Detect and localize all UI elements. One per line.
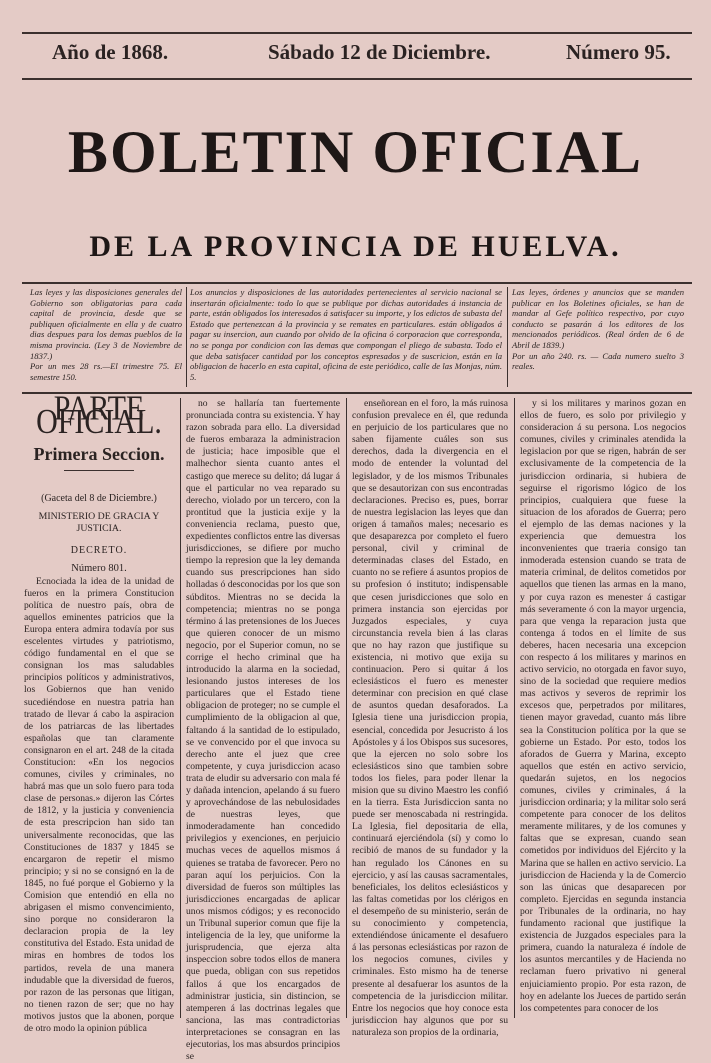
decree-label: DECRETO.	[70, 545, 128, 557]
column-1	[24, 389, 174, 1035]
notice-center: Los anuncios y disposiciones de las autoridades pertenecientes al servicio nacional se insertarán oficialmente: todo lo que se publique por dichas autoridades á instancia de parte, están obligados los interesados á satisfacer su importe, y los edictos de subasta del Estado que pertenezcan á la provincia y se remates en particulares. están obligados á pagar su insercion, aun cuando por olvido de la oficina ó corporacion que corresponda, no se ponga por condicion con las demas que compongan el pliego de subasta. Todo el que deba satisfacer cantidad por los conceptos espresados y de suscricion, están en la obligacion de hacerlo en esta capital, oficina de este periódico, calle de las Monjas, núm. 5.	[190, 287, 502, 382]
column-divider-3	[514, 398, 515, 1018]
decree-number: Número 801.	[71, 563, 127, 575]
column-3-body: enseñorean en el foro, la más ruinosa confusion prevalece en él, que redunda en perjuicio de los particulares que no saben fijamente cuáles son sus derechos, dada la divergencia en el modo de entender la voluntad del legislador, y de los mismos Tribunales que se desautorizan con sus encontradas declaraciones. Preciso es, pues, borrar de nuestra legislacion las leyes que dan origen á tamaños males; necesario es que desaparezca por completo el fuero personal, civil y criminal de determinadas clases del Estado, en cuanto no se refiere á asuntos propios de su profesion ó instituto; indispensable que cesen jurisdicciones que solo en primera instancia son ejercidas por Juzgados especiales, y cuya circunstancia revela bien á las claras que no hay razon que justifique su existencia, ni motivo que exija su continuacion. Pero si quitar á los eclesiásticos el fuero es menester determinar con precision en qué clase de asuntos quedan desaforados. La Iglesia tiene una jurisdiccion propia, esencial, concedida por Jesucristo á los Apóstoles y á los Obispos sus sucesores, que la ejercen no solo sobre los eclesiásticos sino que tambien sobre todos los fieles, para poder llenar la mision que su divino Maestro les confió en la tierra. Esta Jurisdiccion santa no puede ser menoscabada ni restringida. La Iglesia, fiel depositaria de ella, continuará ejerciéndola (sí) y como lo recibió de manos de su fundador y la han regulado los Cánones en su ejercicio, y así las causas sacramentales, beneficiales, los delitos eclesiásticos y las faltas cometidas por los clérigos en el desempeño de su ministerio, serán de su conocimiento y competencia, extendiéndose únicamente el desafuero á las personas eclesiásticas por razon de los negocios comunes, civiles y criminales. Esto mismo ha de tenerse presente al desafuerar los asuntos de la competencia de la jurisdiccion militar. Entre los negocios que hoy conoce esta jurisdiccion hay algunos que por su naturaleza son propios de la ordinaria,	[352, 398, 508, 1038]
notice-right	[512, 287, 684, 372]
masthead-info	[0, 40, 711, 74]
section-heading: PARTE OFICIAL.	[36, 389, 162, 442]
notice-divider-2	[507, 287, 508, 387]
notice-divider-1	[186, 287, 187, 387]
column-4-body: y si los militares y marinos gozan en ellos de fuero, es solo por privilegio y consideracion á su persona. Los negocios comunes, civiles y criminales atendida la legislacion por que se rigen, habrán de ser exclusivamente de la competencia de la jurisdiccion ordinaria, si hubiera de seguirse el rigorismo lógico de los principios, cualquiera que fuese la situacion de los aforados de Guerra; pero el ejemplo de las demas naciones y la experiencia que demuestra los inconvenientes que traeria consigo tan inmoderada estension cuando se trata de materia criminal, de delitos cometidos por aquellos que tienen las armas en la mano, y por cuya razon es menester á castigar más severamente ó con la mayor urgencia, para que venga la reparacion justa que contenga á todos en el límite de sus deberes, hacen necesaria una excepcion con respecto á los militares y marinos en activo servicio, no otorgada en favor suyo, sino de la sociedad que requiere medios mas activos y severos de reprimir los excesos que, perpetrados por militares, tienen mayor gravedad, cuanto más libre sea la Constitucion política por la que se gobierne un Estado. Por esto, todos los aforados de Guerra y Marina, excepto aquellos que estén en activo servicio, quedarán sujetos, en los negocios comunes, civiles y criminales, á la jurisdiccion ordinaria; y la militar solo será competente para conocer de los delitos meramente militares, y de los comunes y faltas que se expresan, cuando sean cometidos por individuos del Ejército y la Marina que se hallen en activo servicio. La jurisdiccion de Hacienda y la de Comercio son las únicas que desaparecen por completo. Ejercidas en segunda instancia por Tribunales de la ordinaria, no hay fundamento racional que justifique la existencia de Juzgados especiales para la primera, cuando la naturaleza é índole de los asuntos mercantiles y de Hacienda no reclaman fuero privativo ni general enjuiciamiento propio. Por esta razon, de hoy en adelante los Jueces de partido serán los competentes para conocer de los	[520, 398, 686, 1014]
issue-number: Número 95.	[566, 40, 671, 64]
column-4	[520, 398, 686, 1014]
column-divider-2	[346, 398, 347, 1018]
issue-year: Año de 1868.	[52, 40, 169, 64]
subsection-heading: Primera Seccion.	[33, 444, 165, 465]
subscription-notices	[22, 287, 687, 389]
header-rule	[22, 78, 692, 80]
column-3	[352, 398, 508, 1038]
column-2-body: no se hallaría tan fuertemente pronunciada contra su existencia. Y hay razon sobrada para ello. La diversidad de fueros embaraza la administracion de justicia; hace imposible que el malhechor sienta cuanto antes el castigo que merece su delito; dá lugar á que el particular no vea reparado su derecho, violado por un tercero, con la prontitud que la justicia exije y la conveniencia reclama, puesto que, expedientes conflictos entre las diversas jurisdicciones, se difiere por mucho tiempo la represion que la ley demanda cuando sus prescripciones han sido holladas ó desconocidas por los que son súbditos. Mientras no se decida la competencia; mientras no se ponga término á las pretensiones de los Jueces que quieren conocer de un mismo negocio, por el Superior comun, no se corrige el hecho criminal que ha introducido la alarma en la sociedad, lesionando justos intereses de los particulares que el Estado tiene obligacion de proteger; no se cumple el cumplimiento de la obligacion al que, faltando á la santidad de lo estipulado, se ve convencido por el que invoca su derecho ante el juez que cree competente, y cuya jurisdiccion acaso trata de eludir su adversario con mala fé y dañada intencion, apelando á su fuero y aprovechándose de las nebulosidades de nuestras leyes, que inmoderadamente han concedido privilegios y exenciones, en perjuicio muchas veces de aquellos mismos á quienes se trataba de favorecer. Pero no paran aquí los perjuicios. Con la diversidad de fueros son múltiples las jurisdicciones encargadas de aplicar unos mismos códigos; y es reconocido un Tribunal superior comun que fije la inteligencia de la ley, que uniforme la jurisprudencia, que ejerza alta inspeccion sobre todos ellos de manera que pueda, obligan con sus repetidos fallos á que los encargados de administrar justicia, sin distincion, se atemperen á las doctrinas legales que sanciona, las mas contradictorias interpretaciones se consagran en las ejecutorias, los mas absurdos principios se	[186, 398, 340, 1063]
column-divider-1	[180, 398, 181, 1018]
newspaper-subtitle: DE LA PROVINCIA DE HUELVA.	[89, 230, 622, 263]
notice-right-text: Las leyes, órdenes y anuncios que se manden publicar en los Boletines oficiales, se han de mandar al Gefe político respectivo, por cuyo conducto se pasarán á los editores de los mencionados periódicos. (Real órden de 6 de Abril de 1839.)	[512, 287, 684, 350]
ministry-heading: MINISTERIO DE GRACIA Y JUSTICIA.	[38, 511, 160, 535]
heading-rule	[64, 470, 134, 471]
newspaper-title: BOLETIN OFICIAL	[67, 119, 644, 185]
notices-top-rule	[22, 282, 692, 284]
notice-left-text: Las leyes y las disposiciones generales del Gobierno son obligatorias para cada capital de provincia, desde que se publiquen oficialmente en ella y de cuatro dias despues para los demas pueblos de la misma provincia. (Ley 3 de Noviembre de 1837.)	[30, 287, 182, 361]
gaceta-reference: (Gaceta del 8 de Diciembre.)	[41, 493, 157, 505]
top-rule	[22, 32, 692, 34]
issue-date: Sábado 12 de Diciembre.	[268, 40, 491, 64]
notice-right-price: Por un año 240. rs. — Cada numero suelto 3 reales.	[512, 350, 684, 372]
column-2	[186, 398, 340, 1063]
notice-left-price: Por un mes 28 rs.—El trimestre 75. El semestre 150.	[30, 361, 182, 382]
column-1-body: Ecnociada la idea de la unidad de fueros en la primera Constitucion política de nuestro país, obra de aquellos eminentes patricios que la Europa entera admira todavía por sus escelentes virtudes y patriotismo, código fundamental en el que se consignan los mas saludables principios políticos y administrativos, los Gobiernos que han venido sucediéndose en nuestra patria han tratado de llevar á cabo la aspiracion de los patriarcas de las libertades españolas que tan claramente consignaron en el art. 248 de la citada Constitucion: «En los negocios comunes, civiles y criminales, no habrá mas que un solo fuero para toda clase de personas.» dijeron las Córtes de 1812, y la justicia y conveniencia de esta prescripcion han sido tan universalmente reconocidas, que las Constituciones de 1837 y 1845 se encargaron de repetir el mismo principio; y si no se consignó en la de 1845, no fué porque el Gobierno y la Comision que entendió en ella no abrigasen el mismo convencimiento, sino porque no consideraron la declaracion propia de la ley constitutiva del Estado. Esta unidad de miras en hombres de todos los partidos, revela de una manera indudable que la diversidad de fueros, por razon de las personas que litigan, no tienen razon de ser; que no hay motivos justos que la abonen, porque de otro modo la opinion pública	[24, 575, 174, 1035]
notice-left	[30, 287, 182, 382]
